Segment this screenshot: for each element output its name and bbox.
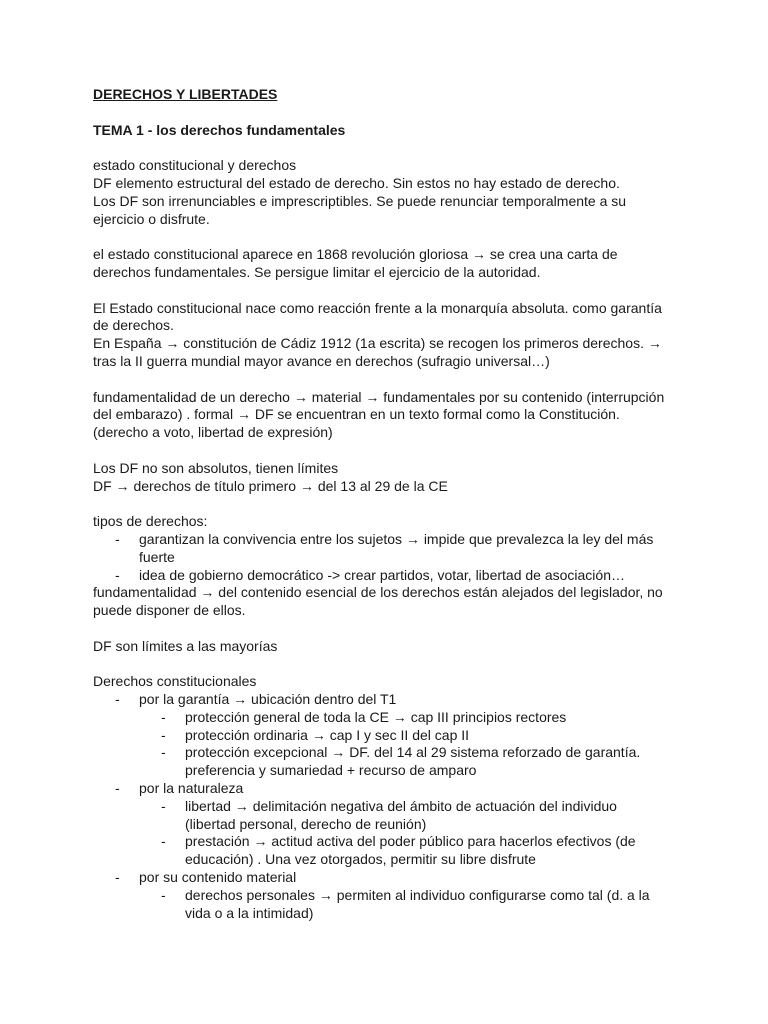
- list-item-line: fuerte: [139, 548, 175, 565]
- paragraph-line: En España → constitución de Cádiz 1912 (1a escrita) se recogen los primeros derechos. →: [93, 335, 662, 352]
- list-item: [93, 780, 683, 798]
- paragraph-line: Los DF son irrenunciables e imprescriptibles. Se puede renunciar temporalmente a su: [93, 192, 627, 209]
- list-item: [93, 531, 683, 567]
- bullet-dash: -: [161, 708, 166, 725]
- spacer: [93, 228, 683, 246]
- sublist-item: [93, 709, 683, 727]
- sublist-item: [93, 887, 683, 923]
- list-heading: tipos de derechos:: [93, 513, 208, 530]
- list-item-line: por su contenido material: [139, 869, 297, 886]
- paragraph-line: estado constitucional y derechos: [93, 157, 297, 174]
- paragraph-line: derechos fundamentales. Se persigue limitar el ejercicio de la autoridad.: [93, 263, 541, 280]
- spacer: [93, 371, 683, 389]
- list-heading: Derechos constitucionales: [93, 673, 257, 690]
- list-item-line: protección general de toda la CE → cap III principios rectores: [185, 708, 567, 725]
- list-item-line: garantizan la convivencia entre los sujetos → impide que prevalezca la ley del más: [139, 530, 654, 547]
- spacer: [93, 620, 683, 638]
- list-item: [93, 567, 683, 585]
- list-item: [93, 869, 683, 887]
- paragraph-line: Los DF no son absolutos, tienen límites: [93, 459, 339, 476]
- spacer: [93, 442, 683, 460]
- sublist-item: [93, 727, 683, 745]
- spacer: [93, 104, 683, 122]
- paragraph-line: fundamentalidad → del contenido esencial de los derechos están alejados del legislador, no: [93, 584, 663, 601]
- paragraph-line: ejercicio o disfrute.: [93, 210, 210, 227]
- list-item-line: por la naturaleza: [139, 780, 244, 797]
- paragraph-line: de derechos.: [93, 317, 174, 334]
- paragraph-line: El Estado constitucional nace como reacción frente a la monarquía absoluta. como garantía: [93, 299, 662, 316]
- list-item-line: preferencia y sumariedad + recurso de amparo: [185, 762, 477, 779]
- paragraph-line: DF son límites a las mayorías: [93, 637, 278, 654]
- spacer: [93, 495, 683, 513]
- bullet-dash: -: [161, 744, 166, 761]
- paragraph-line: fundamentalidad de un derecho → material → fundamentales por su contenido (interrupción: [93, 388, 665, 405]
- paragraph-line: tras la II guerra mundial mayor avance en derechos (sufragio universal…): [93, 352, 550, 369]
- bullet-dash: -: [115, 566, 120, 583]
- list-item-line: por la garantía → ubicación dentro del T1: [139, 691, 397, 708]
- list-item-line: idea de gobierno democrático -> crear partidos, votar, libertad de asociación…: [139, 566, 625, 583]
- bullet-dash: -: [161, 797, 166, 814]
- document-page: [93, 86, 683, 922]
- list-item-line: derechos personales → permiten al individuo configurarse como tal (d. a la: [185, 886, 650, 903]
- sublist-item: [93, 744, 683, 780]
- bullet-dash: -: [161, 886, 166, 903]
- paragraph-line: del embarazo) . formal → DF se encuentran en un texto formal como la Constitución.: [93, 406, 620, 423]
- list-item-line: protección excepcional → DF. del 14 al 29 sistema reforzado de garantía.: [185, 744, 641, 761]
- bullet-dash: -: [115, 869, 120, 886]
- spacer: [93, 139, 683, 157]
- list-item-line: vida o a la intimidad): [185, 904, 314, 921]
- paragraph-line: DF → derechos de título primero → del 13 al 29 de la CE: [93, 477, 448, 494]
- list-item-line: protección ordinaria → cap I y sec II del cap II: [185, 726, 470, 743]
- paragraph-line: (derecho a voto, libertad de expresión): [93, 424, 333, 441]
- spacer: [93, 656, 683, 674]
- list-item-line: prestación → actitud activa del poder público para hacerlos efectivos (de: [185, 833, 636, 850]
- sublist-item: [93, 833, 683, 869]
- list-item-line: libertad → delimitación negativa del ámbito de actuación del individuo: [185, 797, 617, 814]
- list-item: [93, 691, 683, 709]
- bullet-dash: -: [161, 726, 166, 743]
- paragraph-line: puede disponer de ellos.: [93, 602, 246, 619]
- paragraph-line: el estado constitucional aparece en 1868 revolución gloriosa → se crea una carta de: [93, 246, 618, 263]
- bullet-dash: -: [115, 530, 120, 547]
- section-heading: TEMA 1 - los derechos fundamentales: [93, 121, 346, 138]
- bullet-dash: -: [161, 833, 166, 850]
- list-item-line: educación) . Una vez otorgados, permitir su libre disfrute: [185, 851, 536, 868]
- bullet-dash: -: [115, 780, 120, 797]
- paragraph-line: DF elemento estructural del estado de derecho. Sin estos no hay estado de derecho.: [93, 174, 620, 191]
- sublist-item: [93, 798, 683, 834]
- bullet-dash: -: [115, 691, 120, 708]
- document-title: DERECHOS Y LIBERTADES: [93, 86, 278, 102]
- list-item-line: (libertad personal, derecho de reunión): [185, 815, 427, 832]
- spacer: [93, 282, 683, 300]
